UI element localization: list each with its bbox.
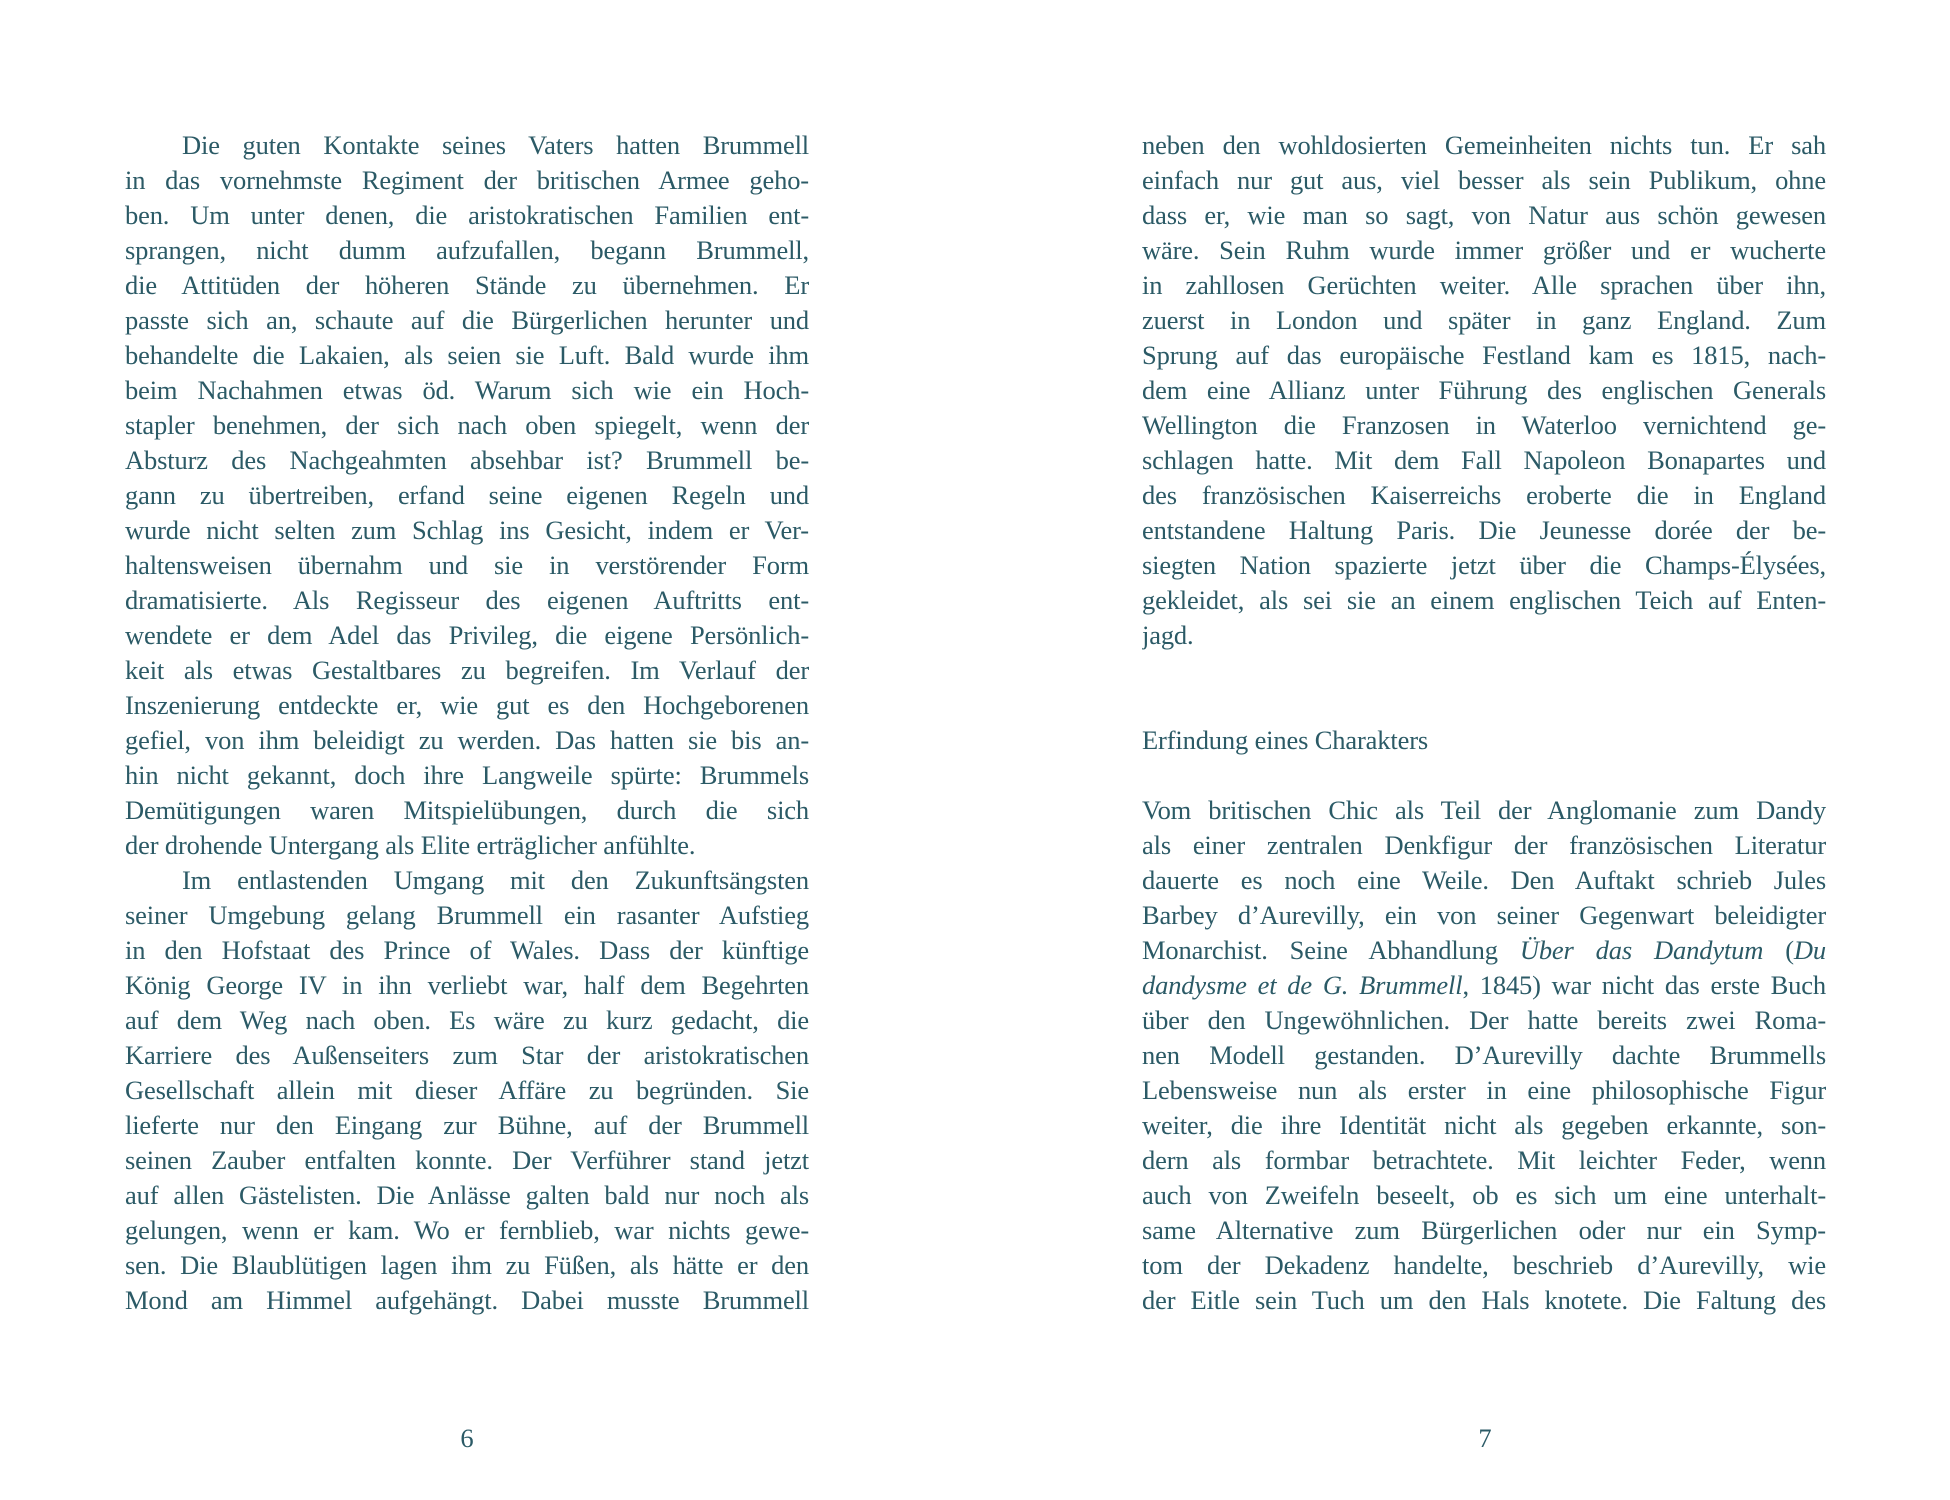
text-run: (: [1763, 935, 1794, 965]
text-line: behandelte die Lakaien, als seien sie Luft. Bald wurde ihm: [125, 340, 809, 370]
paragraph: [125, 128, 809, 863]
text-line: in zahllosen Gerüchten weiter. Alle sprachen über ihn,: [1142, 270, 1826, 300]
text-line: stapler benehmen, der sich nach oben spiegelt, wenn der: [125, 410, 809, 440]
text-line: in das vornehmste Regiment der britischen Armee geho-: [125, 165, 809, 195]
text-line: gann zu übertreiben, erfand seine eigenen Regeln und: [125, 480, 809, 510]
text-line: keit als etwas Gestaltbares zu begreifen. Im Verlauf der: [125, 655, 809, 685]
text-line: in den Hofstaat des Prince of Wales. Dass der künftige: [125, 935, 809, 965]
text-line: Demütigungen waren Mitspielübungen, durch die sich: [125, 795, 809, 825]
right-text-column: [1142, 128, 1826, 1318]
text-line: [1142, 968, 1826, 1003]
text-line: Inszenierung entdeckte er, wie gut es den Hochgeborenen: [125, 690, 809, 720]
text-line: Karriere des Außenseiters zum Star der aristokratischen: [125, 1040, 809, 1070]
text-line: Gesellschaft allein mit dieser Affäre zu begründen. Sie: [125, 1075, 809, 1105]
text-line: Mond am Himmel aufgehängt. Dabei musste Brummell: [125, 1285, 809, 1315]
text-line: dem eine Allianz unter Führung des englischen Generals: [1142, 375, 1826, 405]
text-line: dramatisierte. Als Regisseur des eigenen Auftritts ent-: [125, 585, 809, 615]
text-line: als einer zentralen Denkfigur der französischen Literatur: [1142, 830, 1826, 860]
text-line: jagd.: [1142, 620, 1194, 650]
text-line: gefiel, von ihm beleidigt zu werden. Das hatten sie bis an-: [125, 725, 809, 755]
text-line: dern als formbar betrachtete. Mit leichter Feder, wenn: [1142, 1145, 1826, 1175]
text-line: seiner Umgebung gelang Brummell ein rasanter Aufstieg: [125, 900, 809, 930]
paragraph: [1142, 793, 1826, 1318]
text-line: dauerte es noch eine Weile. Den Auftakt schrieb Jules: [1142, 865, 1826, 895]
section-heading: Erfindung eines Charakters: [1142, 725, 1429, 755]
page-number: 6: [460, 1423, 474, 1453]
right-page: [975, 0, 1950, 1500]
text-line: Absturz des Nachgeahmten absehbar ist? Brummell be-: [125, 445, 809, 475]
text-line: entstandene Haltung Paris. Die Jeunesse dorée der be-: [1142, 515, 1826, 545]
text-line: die Attitüden der höheren Stände zu übernehmen. Er: [125, 270, 809, 300]
text-line: neben den wohldosierten Gemeinheiten nichts tun. Er sah: [1142, 130, 1826, 160]
book-title: Über das Dandytum: [1519, 935, 1764, 965]
text-line: wurde nicht selten zum Schlag ins Gesicht, indem er Ver-: [125, 515, 809, 545]
paragraph: [1142, 128, 1826, 653]
text-line: dass er, wie man so sagt, von Natur aus schön gewesen: [1142, 200, 1826, 230]
text-line: haltensweisen übernahm und sie in verstörender Form: [125, 550, 809, 580]
text-line: sprangen, nicht dumm aufzufallen, begann Brummell,: [125, 235, 809, 265]
text-line: Sprung auf das europäische Festland kam es 1815, nach-: [1142, 340, 1826, 370]
text-line: tom der Dekadenz handelte, beschrieb d’Aurevilly, wie: [1142, 1250, 1826, 1280]
text-line: sen. Die Blaublütigen lagen ihm zu Füßen, als hätte er den: [125, 1250, 809, 1280]
text-line: auf dem Weg nach oben. Es wäre zu kurz gedacht, die: [125, 1005, 809, 1035]
left-text-column: [125, 128, 809, 1318]
text-line: Im entlastenden Umgang mit den Zukunftsängsten: [182, 865, 809, 895]
text-line: passte sich an, schaute auf die Bürgerlichen herunter und: [125, 305, 809, 335]
text-line: des französischen Kaiserreichs eroberte die in England: [1142, 480, 1826, 510]
text-line: hin nicht gekannt, doch ihre Langweile spürte: Brummels: [125, 760, 809, 790]
text-line: Die guten Kontakte seines Vaters hatten Brummell: [182, 130, 809, 160]
text-line: ben. Um unter denen, die aristokratischen Familien ent-: [125, 200, 809, 230]
text-line: auf allen Gästelisten. Die Anlässe galten bald nur noch als: [125, 1180, 809, 1210]
text-line: gekleidet, als sei sie an einem englischen Teich auf Enten-: [1142, 585, 1826, 615]
text-line: der drohende Untergang als Elite erträglicher anfühlte.: [125, 830, 696, 860]
text-line: Wellington die Franzosen in Waterloo vernichtend ge-: [1142, 410, 1826, 440]
text-line: Lebensweise nun als erster in eine philosophische Figur: [1142, 1075, 1826, 1105]
text-line: schlagen hatte. Mit dem Fall Napoleon Bonapartes und: [1142, 445, 1826, 475]
paragraph: [125, 863, 809, 1318]
text-line: zuerst in London und später in ganz England. Zum: [1142, 305, 1826, 335]
text-run: Monarchist. Seine Abhandlung: [1142, 935, 1520, 965]
text-line: weiter, die ihre Identität nicht als gegeben erkannte, son-: [1142, 1110, 1826, 1140]
text-line: seinen Zauber entfalten konnte. Der Verführer stand jetzt: [125, 1145, 809, 1175]
text-run: , 1845) war nicht das erste Buch: [1462, 970, 1826, 1000]
text-line: same Alternative zum Bürgerlichen oder nur ein Symp-: [1142, 1215, 1826, 1245]
text-line: nen Modell gestanden. D’Aurevilly dachte Brummells: [1142, 1040, 1826, 1070]
text-line: [1142, 933, 1826, 968]
text-line: einfach nur gut aus, viel besser als sein Publikum, ohne: [1142, 165, 1826, 195]
blank-line: [1142, 653, 1826, 688]
blank-line: [1142, 758, 1826, 793]
text-line: gelungen, wenn er kam. Wo er fernblieb, war nichts gewe-: [125, 1215, 809, 1245]
text-line: siegten Nation spazierte jetzt über die Champs-Élysées,: [1142, 550, 1826, 580]
text-line: Vom britischen Chic als Teil der Anglomanie zum Dandy: [1142, 795, 1826, 825]
text-line: der Eitle sein Tuch um den Hals knotete. Die Faltung des: [1142, 1285, 1826, 1315]
blank-line: [1142, 688, 1826, 723]
text-line: wendete er dem Adel das Privileg, die eigene Persönlich-: [125, 620, 809, 650]
page-number: 7: [1478, 1423, 1492, 1453]
text-line: beim Nachahmen etwas öd. Warum sich wie ein Hoch-: [125, 375, 809, 405]
text-line: über den Ungewöhnlichen. Der hatte bereits zwei Roma-: [1142, 1005, 1826, 1035]
text-line: König George IV in ihn verliebt war, half dem Begehrten: [125, 970, 809, 1000]
book-title: dandysme et de G. Brummell: [1142, 970, 1463, 1000]
book-title: Du: [1793, 935, 1826, 965]
text-line: auch von Zweifeln beseelt, ob es sich um eine unterhalt-: [1142, 1180, 1826, 1210]
text-line: Barbey d’Aurevilly, ein von seiner Gegenwart beleidigter: [1142, 900, 1826, 930]
text-line: wäre. Sein Ruhm wurde immer größer und er wucherte: [1142, 235, 1826, 265]
text-line: lieferte nur den Eingang zur Bühne, auf der Brummell: [125, 1110, 809, 1140]
